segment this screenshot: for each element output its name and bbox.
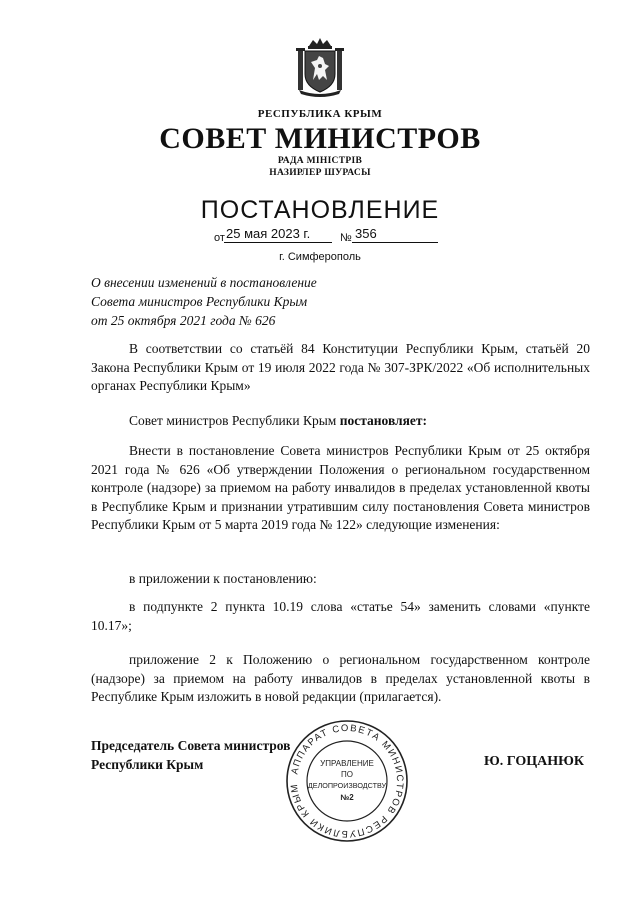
paragraph-text: Внести в постановление Совета министров Республики Крым от 25 октября 2021 года № 626 «Об утверждении Положения о региональном государственном контроле (надзоре) за приемом на работу инвалидов в пределах установленной квоты в Республике Крым и признании утратившим силу постановления Совета министров Республики Крым от 5 марта 2019 года № 122» следующие изменения: (91, 443, 590, 532)
subject-line-2: Совета министров Республики Крым (91, 294, 308, 309)
subject-line-3: от 25 октября 2021 года № 626 (91, 313, 276, 328)
decree-date: 25 мая 2023 г. (226, 226, 311, 241)
stamp-line-3: ДЕЛОПРОИЗВОДСТВУ (307, 781, 387, 790)
date-prefix: от (214, 232, 225, 244)
paragraph-new-edition (91, 651, 590, 707)
paragraph-text: В соответствии со статьёй 84 Конституции Республики Крым, статьёй 20 Закона Республики Крым от 19 июля 2022 года № 307-ЗРК/2022 «Об исполнительных органах Республики Крым» (91, 341, 590, 393)
number-underline (352, 242, 438, 243)
decree-number: 356 (355, 226, 377, 241)
paragraph-amendment (91, 442, 590, 535)
paragraph-text: приложение 2 к Положению о региональном государственном контроле (надзоре) за приемом на работу инвалидов в пределах установленной квоты в Республике Крым изложить в новой редакции (прилагается). (91, 652, 590, 704)
resolves-text: Совет министров Республики Крым (129, 413, 340, 428)
coat-of-arms-icon (295, 36, 345, 98)
paragraph-annex (91, 570, 590, 589)
official-stamp (282, 716, 412, 846)
stamp-line-1: УПРАВЛЕНИЕ (320, 759, 374, 768)
stamp-line-4: №2 (340, 793, 354, 802)
resolves-keyword: постановляет: (339, 413, 428, 428)
subject-line-1: О внесении изменений в постановление (91, 275, 317, 290)
signatory-title-line-2: Республики Крым (91, 757, 204, 772)
council-name: СОВЕТ МИНИСТРОВ (159, 122, 481, 155)
date-underline (224, 242, 332, 243)
stamp-ring-text: АППАРАТ СОВЕТА МИНИСТРОВ РЕСПУБЛИКИ КРЫМ (288, 722, 406, 840)
city: г. Симферополь (279, 251, 361, 263)
stamp-line-2: ПО (341, 770, 353, 779)
decree-subject (91, 273, 411, 330)
council-name-ukrainian: РАДА МІНІСТРІВ (277, 156, 363, 166)
signatory-title-line-1: Председатель Совета министров (91, 738, 291, 753)
paragraph-subclause (91, 598, 590, 635)
document-type-title: ПОСТАНОВЛЕНИЕ (200, 196, 440, 224)
paragraph-text (91, 412, 590, 431)
paragraph-text: в приложении к постановлению: (129, 571, 317, 586)
number-sign: № (340, 232, 352, 244)
paragraph-resolves (91, 412, 590, 431)
council-name-crimean-tatar: НАЗИРЛЕР ШУРАСЫ (269, 168, 371, 178)
paragraph-legal-basis (91, 340, 590, 396)
paragraph-text: в подпункте 2 пункта 10.19 слова «статье 54» заменить словами «пункте 10.17»; (91, 599, 590, 633)
republic-name: РЕСПУБЛИКА КРЫМ (257, 108, 383, 120)
signatory-name: Ю. ГОЦАНЮК (484, 754, 585, 769)
date-number-line (214, 226, 438, 246)
